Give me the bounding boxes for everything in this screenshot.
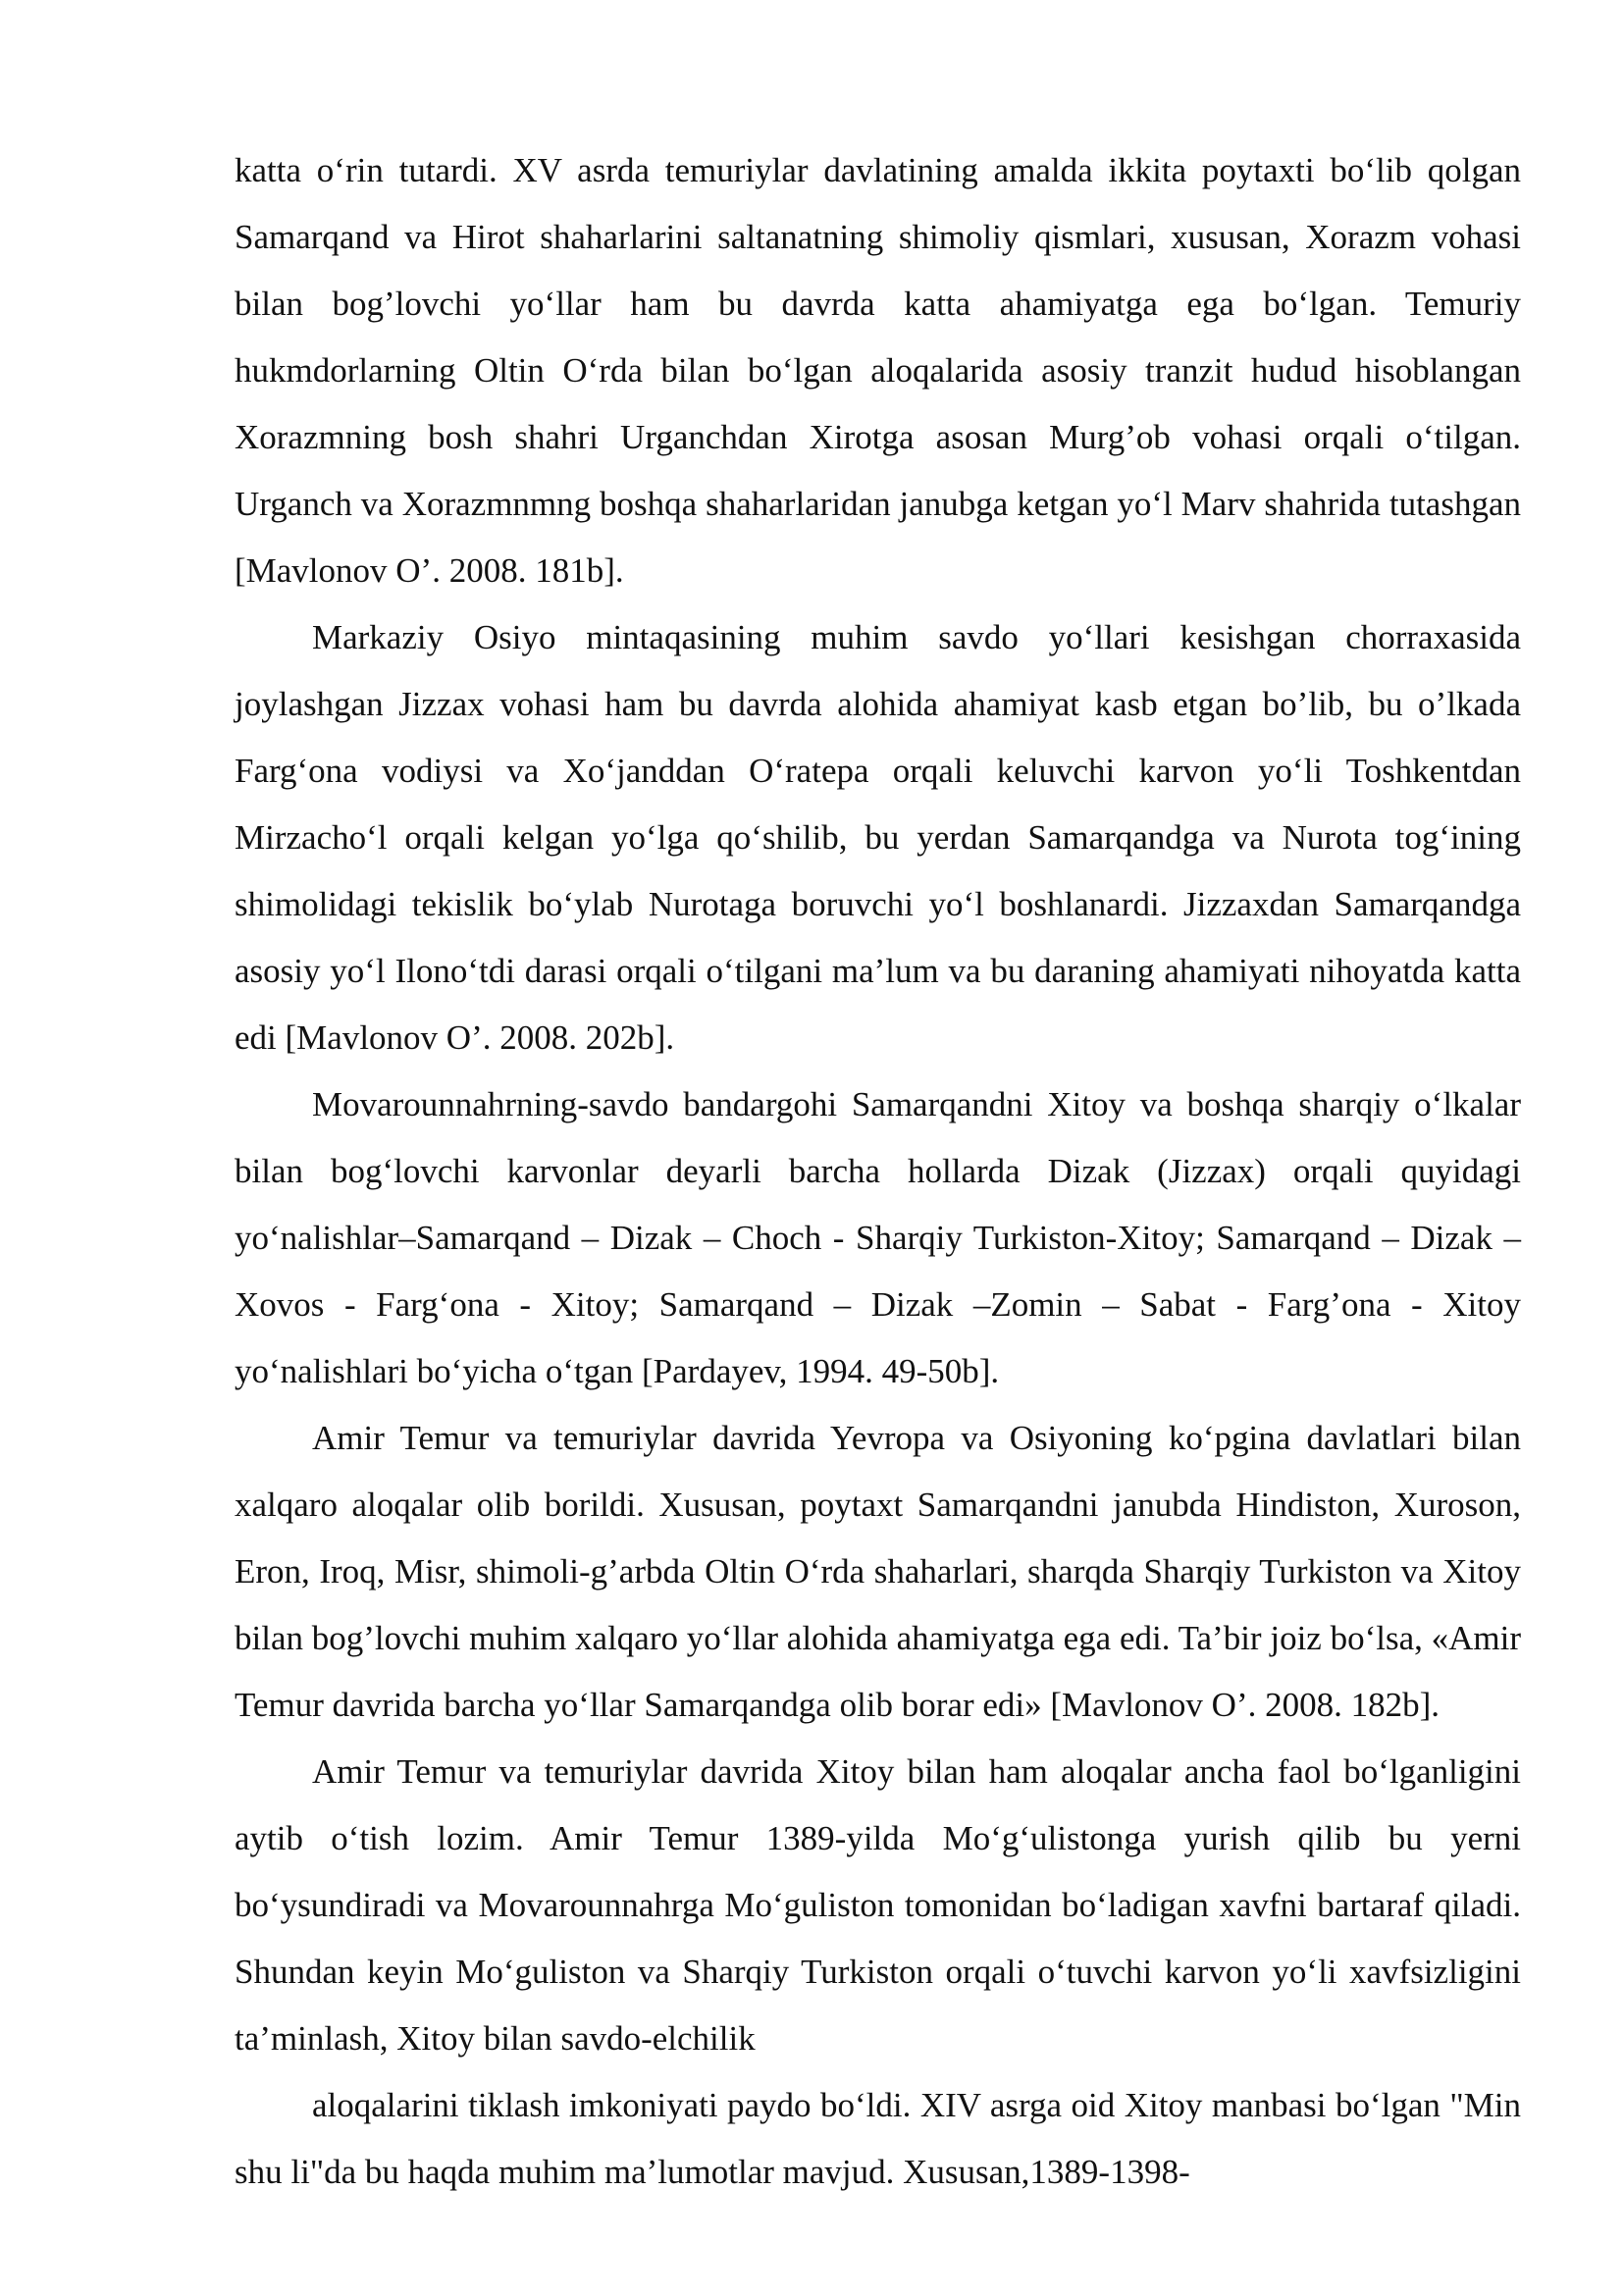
paragraph-1: katta o‘rin tutardi. XV asrda temuriylar davlatining amalda ikkita poytaxti bo‘lib qolgan Samarqand va Hirot shaharlarini saltanatning shimoliy qismlari, xususan, Xorazm vohasi bilan bog’lovchi yo‘llar ham bu davrda katta ahamiyatga ega bo‘lgan. Temuriy hukmdorlarning Oltin O‘rda bilan bo‘lgan aloqalarida asosiy tranzit hudud hisoblangan Xorazmning bosh shahri Urganchdan Xirotga asosan Murg’ob vohasi orqali o‘tilgan. Urganch va Xorazmnmng boshqa shaharlaridan janubga ketgan yo‘l Marv shahrida tutashgan [Mavlonov O’. 2008. 181b]. <box>235 151 1521 590</box>
paragraph-5: Amir Temur va temuriylar davrida Xitoy bilan ham aloqalar ancha faol bo‘lganligini aytib o‘tish lozim. Amir Temur 1389-yilda Mo‘g‘ulistonga yurish qilib bu yerni bo‘ysundiradi va Movarounnahrga Mo‘guliston tomonidan bo‘ladigan xavfni bartaraf qiladi. Shundan keyin Mo‘guliston va Sharqiy Turkiston orqali o‘tuvchi karvon yo‘li xavfsizligini ta’minlash, Xitoy bilan savdo-elchilik <box>235 1752 1521 2058</box>
paragraph-2: Markaziy Osiyo mintaqasining muhim savdo yo‘llari kesishgan chorraxasida joylashgan Jizzax vohasi ham bu davrda alohida ahamiyat kasb etgan bo’lib, bu o’lkada Farg‘ona vodiysi va Xo‘janddan O‘ratepa orqali keluvchi karvon yo‘li Toshkentdan Mirzacho‘l orqali kelgan yo‘lga qo‘shilib, bu yerdan Samarqandga va Nurota tog‘ining shimolidagi tekislik bo‘ylab Nurotaga boruvchi yo‘l boshlanardi. Jizzaxdan Samarqandga asosiy yo‘l Ilono‘tdi darasi orqali o‘tilgani ma’lum va bu daraning ahamiyati nihoyatda katta edi [Mavlonov O’. 2008. 202b]. <box>235 618 1521 1057</box>
body-text <box>235 137 1521 2206</box>
paragraph-3: Movarounnahrning-savdo bandargohi Samarqandni Xitoy va boshqa sharqiy o‘lkalar bilan bog‘lovchi karvonlar deyarli barcha hollarda Dizak (Jizzax) orqali quyidagi yo‘nalishlar–Samarqand – Dizak – Choch - Sharqiy Turkiston-Xitoy; Samarqand – Dizak – Xovos - Farg‘ona - Xitoy; Samarqand – Dizak –Zomin – Sabat - Farg’ona - Xitoy yo‘nalishlari bo‘yicha o‘tgan [Pardayev, 1994. 49-50b]. <box>235 1085 1521 1390</box>
paragraph-4: Amir Temur va temuriylar davrida Yevropa va Osiyoning ko‘pgina davlatlari bilan xalqaro aloqalar olib borildi. Xususan, poytaxt Samarqandni janubda Hindiston, Xuroson, Eron, Iroq, Misr, shimoli-g’arbda Oltin O‘rda shaharlari, sharqda Sharqiy Turkiston va Xitoy bilan bog’lovchi muhim xalqaro yo‘llar alohida ahamiyatga ega edi. Ta’bir joiz bo‘lsa, «Amir Temur davrida barcha yo‘llar Samarqandga olib borar edi» [Mavlonov O’. 2008. 182b]. <box>235 1419 1521 1724</box>
paragraph-6: aloqalarini tiklash imkoniyati paydo bo‘ldi. XIV asrga oid Xitoy manbasi bo‘lgan "Min shu li"da bu haqda muhim ma’lumotlar mavjud. Xususan,1389-1398- <box>235 2086 1521 2191</box>
